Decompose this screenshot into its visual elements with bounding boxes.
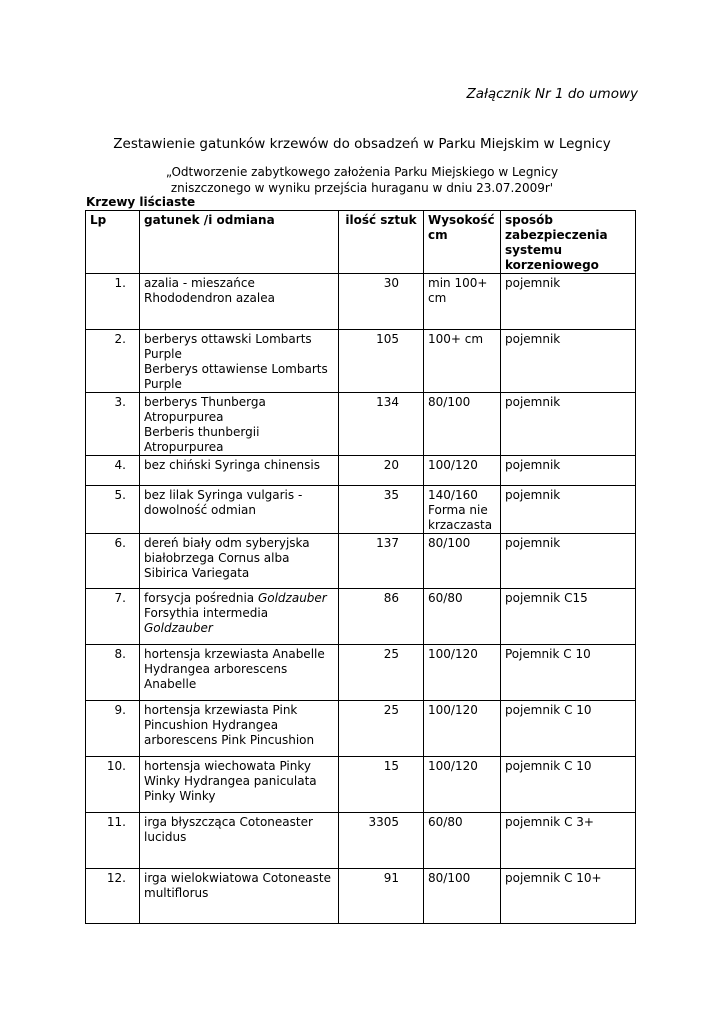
cell-height: 80/100 xyxy=(424,393,501,456)
cell-species: hortensja wiechowata Pinky Winky Hydrangea paniculata Pinky Winky xyxy=(140,757,339,813)
cell-lp: 11. xyxy=(86,813,140,869)
cell-height: 100/120 xyxy=(424,645,501,701)
cell-lp: 3. xyxy=(86,393,140,456)
cell-species: forsycja pośrednia Goldzauber Forsythia intermedia Goldzauber xyxy=(140,589,339,645)
cell-quantity: 35 xyxy=(339,486,424,534)
cell-lp: 12. xyxy=(86,869,140,924)
cell-quantity: 25 xyxy=(339,645,424,701)
cell-method: pojemnik C 10 xyxy=(501,757,636,813)
cell-method: pojemnik C 10 xyxy=(501,701,636,757)
table-row xyxy=(86,869,636,924)
cell-species: irga błyszcząca Cotoneaster lucidus xyxy=(140,813,339,869)
cell-method: pojemnik xyxy=(501,534,636,589)
table-row xyxy=(86,486,636,534)
cell-method: pojemnik C 10+ xyxy=(501,869,636,924)
cell-species: berberys ottawski Lombarts Purple Berberys ottawiense Lombarts Purple xyxy=(140,330,339,393)
cell-species: hortensja krzewiasta Pink Pincushion Hydrangea arborescens Pink Pincushion xyxy=(140,701,339,757)
cell-height: 100/120 xyxy=(424,701,501,757)
table-header-row xyxy=(86,211,636,274)
cell-species: bez lilak Syringa vulgaris - dowolność odmian xyxy=(140,486,339,534)
cell-method: pojemnik xyxy=(501,274,636,330)
section-heading: Krzewy liściaste xyxy=(86,195,196,209)
cell-lp: 6. xyxy=(86,534,140,589)
header-lp: Lp xyxy=(86,211,140,274)
table-row xyxy=(86,757,636,813)
cell-quantity: 20 xyxy=(339,456,424,486)
cell-height: 80/100 xyxy=(424,534,501,589)
cell-method: pojemnik xyxy=(501,456,636,486)
plants-table xyxy=(85,210,636,924)
cell-height: 80/100 xyxy=(424,869,501,924)
header-species: gatunek /i odmiana xyxy=(140,211,339,274)
cell-species: berberys Thunberga Atropurpurea Berberis thunbergii Atropurpurea xyxy=(140,393,339,456)
cell-height: 60/80 xyxy=(424,589,501,645)
cell-method: Pojemnik C 10 xyxy=(501,645,636,701)
cell-method: pojemnik C15 xyxy=(501,589,636,645)
cell-method: pojemnik xyxy=(501,330,636,393)
header-quantity: ilość sztuk xyxy=(339,211,424,274)
cell-quantity: 134 xyxy=(339,393,424,456)
annex-label: Załącznik Nr 1 do umowy xyxy=(466,86,638,102)
cell-method: pojemnik xyxy=(501,486,636,534)
cell-lp: 5. xyxy=(86,486,140,534)
cell-quantity: 105 xyxy=(339,330,424,393)
document-title: Zestawienie gatunków krzewów do obsadzeń w Parku Miejskim w Legnicy xyxy=(113,136,611,152)
table-row xyxy=(86,456,636,486)
cell-height: 60/80 xyxy=(424,813,501,869)
table-row xyxy=(86,534,636,589)
cell-method: pojemnik C 3+ xyxy=(501,813,636,869)
table-row xyxy=(86,645,636,701)
cell-quantity: 15 xyxy=(339,757,424,813)
cell-species: hortensja krzewiasta Anabelle Hydrangea arborescens Anabelle xyxy=(140,645,339,701)
header-height: Wysokość cm xyxy=(424,211,501,274)
cell-lp: 9. xyxy=(86,701,140,757)
table-row xyxy=(86,274,636,330)
cell-quantity: 137 xyxy=(339,534,424,589)
cell-quantity: 3305 xyxy=(339,813,424,869)
subtitle-line-2: zniszczonego w wyniku przejścia huraganu w dniu 23.07.2009r' xyxy=(170,181,554,195)
table-row xyxy=(86,813,636,869)
cell-height: min 100+ cm xyxy=(424,274,501,330)
document-subtitle xyxy=(0,164,724,196)
cell-height: 140/160 Forma nie krzaczasta xyxy=(424,486,501,534)
table-row xyxy=(86,393,636,456)
cell-lp: 10. xyxy=(86,757,140,813)
cell-lp: 8. xyxy=(86,645,140,701)
cell-quantity: 25 xyxy=(339,701,424,757)
cell-lp: 2. xyxy=(86,330,140,393)
table-row xyxy=(86,330,636,393)
subtitle-line-1: „Odtworzenie zabytkowego założenia Parku Miejskiego w Legnicy xyxy=(165,165,559,179)
cell-quantity: 91 xyxy=(339,869,424,924)
cell-species: irga wielokwiatowa Cotoneaste multiflorus xyxy=(140,869,339,924)
cell-species: dereń biały odm syberyjska białobrzega Cornus alba Sibirica Variegata xyxy=(140,534,339,589)
table-row xyxy=(86,589,636,645)
cell-lp: 7. xyxy=(86,589,140,645)
header-method: sposób zabezpieczenia systemu korzeniowego xyxy=(501,211,636,274)
cell-height: 100/120 xyxy=(424,757,501,813)
cell-quantity: 30 xyxy=(339,274,424,330)
cell-species: azalia - mieszańce Rhododendron azalea xyxy=(140,274,339,330)
cell-species: bez chiński Syringa chinensis xyxy=(140,456,339,486)
cell-height: 100+ cm xyxy=(424,330,501,393)
cell-height: 100/120 xyxy=(424,456,501,486)
cell-quantity: 86 xyxy=(339,589,424,645)
table-row xyxy=(86,701,636,757)
cell-method: pojemnik xyxy=(501,393,636,456)
cell-lp: 4. xyxy=(86,456,140,486)
cell-lp: 1. xyxy=(86,274,140,330)
